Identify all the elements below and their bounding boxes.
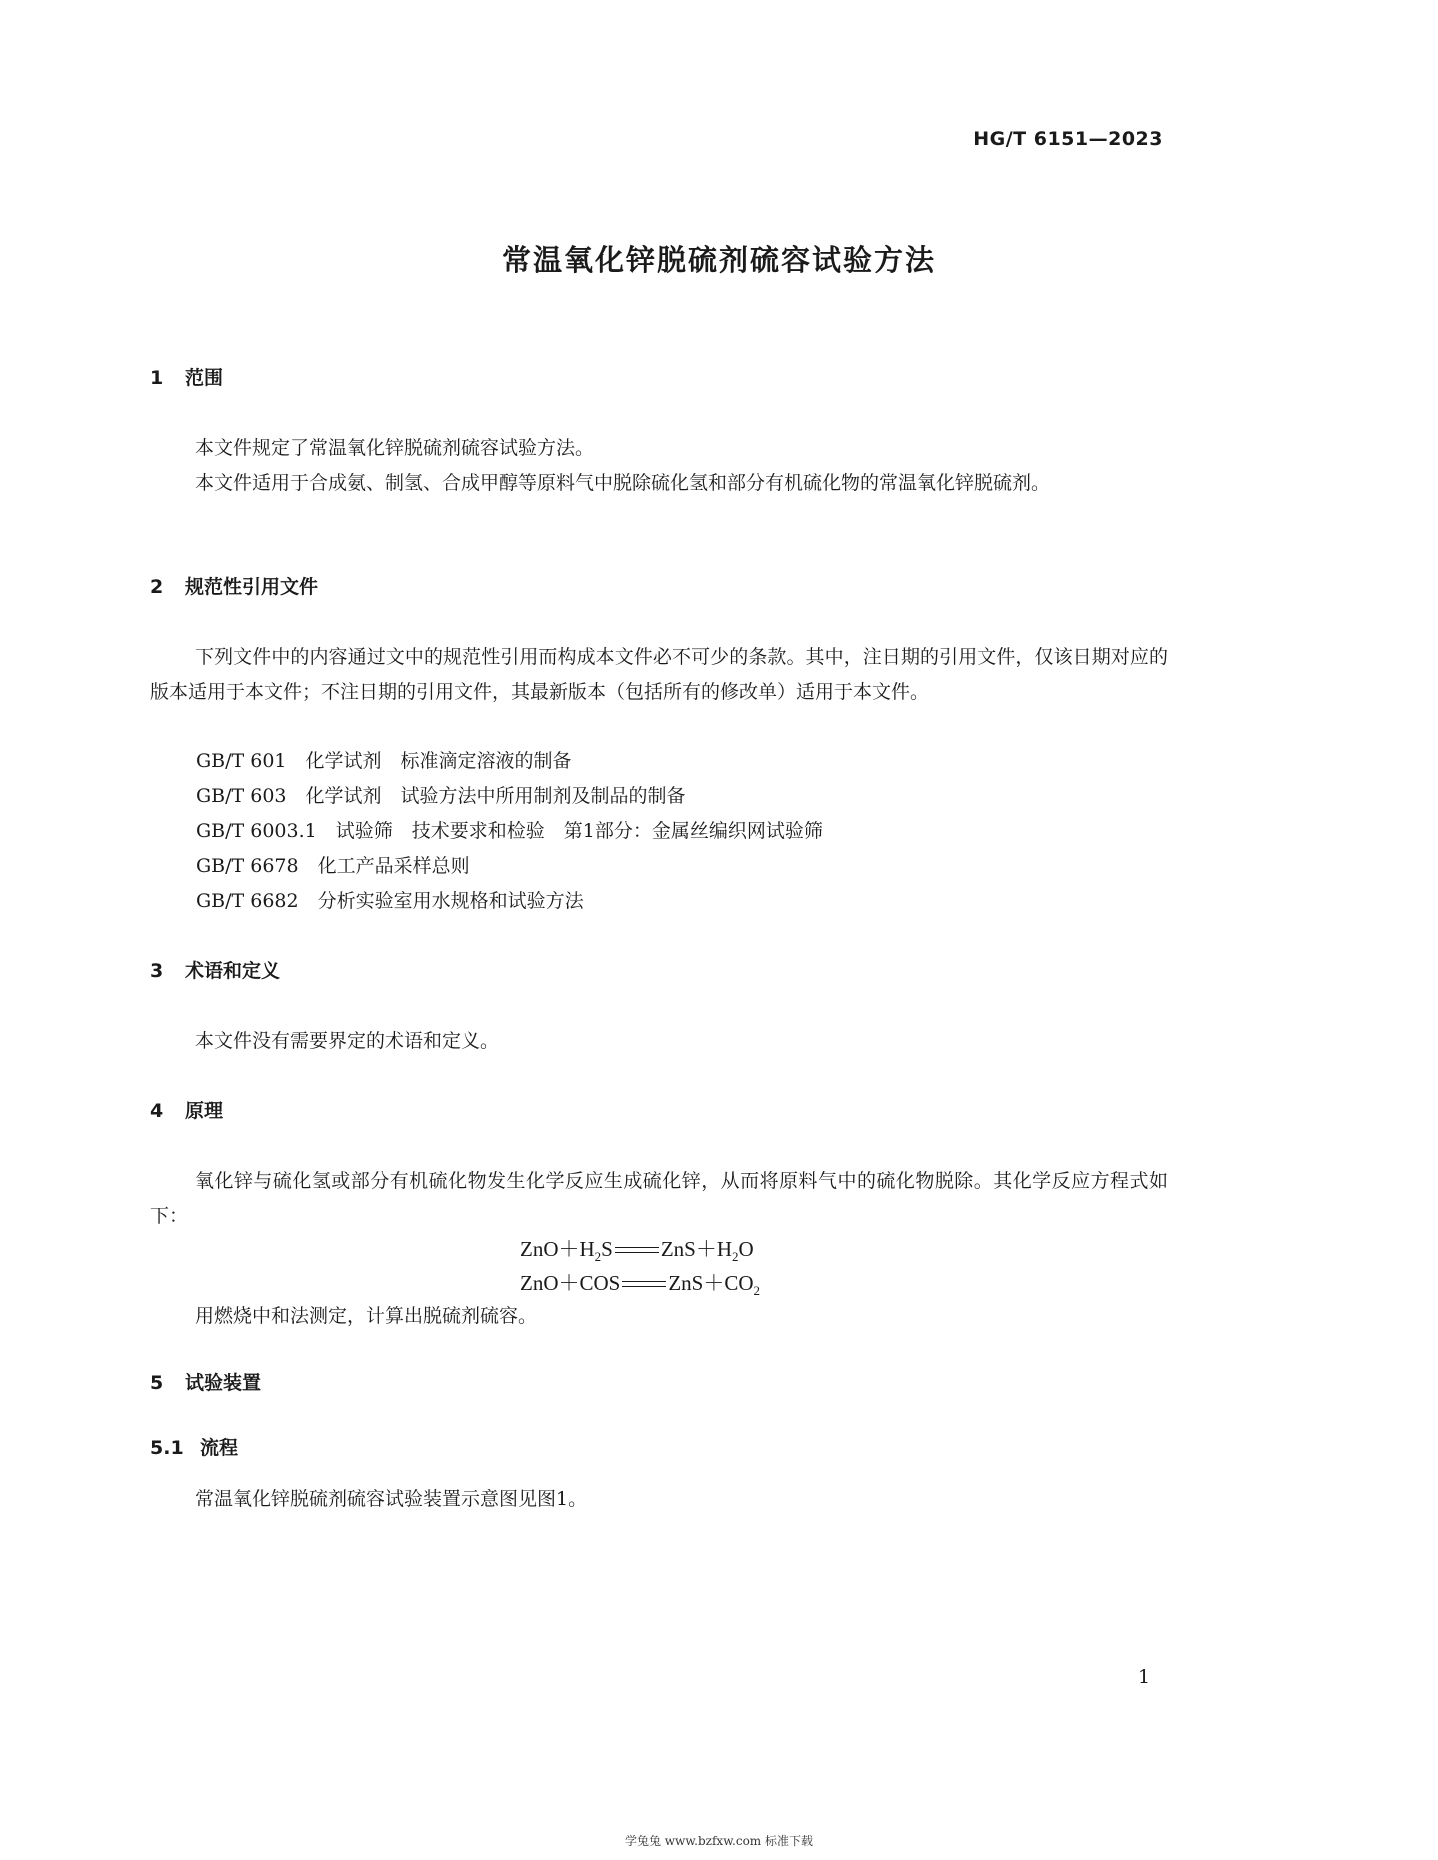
equation-rhs: ZnS＋CO <box>668 1271 754 1295</box>
equation-lhs: S <box>601 1237 613 1261</box>
section-4-paragraph: 氧化锌与硫化氢或部分有机硫化物发生化学反应生成硫化锌，从而将原料气中的硫化物脱除。其化学反应方程式如下： <box>150 1170 1168 1227</box>
equation-lhs: ZnO＋COS <box>520 1271 621 1295</box>
section-5-heading <box>150 1368 261 1395</box>
section-1-paragraph-1: 本文件规定了常温氧化锌脱硫剂硫容试验方法。 <box>195 437 595 459</box>
reference-code: GB/T 603 <box>196 785 287 807</box>
section-title: 规范性引用文件 <box>185 576 319 598</box>
section-number: 5 <box>150 1372 164 1394</box>
standard-number: HG/T 6151—2023 <box>973 128 1163 150</box>
subscript: 2 <box>753 1283 761 1299</box>
equation-rhs: ZnS＋H <box>660 1237 733 1261</box>
equation-rhs: O <box>738 1237 754 1261</box>
reference-title: 化工产品采样总则 <box>317 855 470 877</box>
reference-item <box>196 884 584 919</box>
section-number: 5.1 <box>150 1437 184 1459</box>
section-number: 3 <box>150 960 164 982</box>
section-title: 原理 <box>185 1100 224 1122</box>
reference-code: GB/T 601 <box>196 750 287 772</box>
reference-title: 分析实验室用水规格和试验方法 <box>317 890 584 912</box>
section-2-intro: 下列文件中的内容通过文中的规范性引用而构成本文件必不可少的条款。其中，注日期的引用文件，仅该日期对应的版本适用于本文件；不注日期的引用文件，其最新版本（包括所有的修改单）适用于本文件。 <box>150 646 1168 703</box>
reference-code: GB/T 6682 <box>196 890 299 912</box>
section-title: 试验装置 <box>185 1372 262 1394</box>
section-number: 4 <box>150 1100 164 1122</box>
page-number: 1 <box>1138 1666 1151 1688</box>
footer-watermark: 学兔兔 www.bzfxw.com 标准下载 <box>624 1834 814 1848</box>
reference-code: GB/T 6003.1 <box>196 820 317 842</box>
section-4-after-paragraph: 用燃烧中和法测定，计算出脱硫剂硫容。 <box>195 1305 538 1327</box>
section-1-paragraph-2: 本文件适用于合成氨、制氢、合成甲醇等原料气中脱除硫化氢和部分有机硫化物的常温氧化锌脱硫剂。 <box>195 472 1051 494</box>
equals-double-line-icon <box>622 1281 666 1287</box>
reference-code: GB/T 6678 <box>196 855 299 877</box>
section-title: 流程 <box>200 1437 239 1459</box>
equals-double-line-icon <box>615 1247 659 1253</box>
section-3-paragraph: 本文件没有需要界定的术语和定义。 <box>195 1030 500 1052</box>
section-title: 术语和定义 <box>185 960 281 982</box>
reference-title: 试验筛 技术要求和检验 第1部分：金属丝编织网试验筛 <box>335 820 823 842</box>
reference-item <box>196 779 686 814</box>
reference-title: 化学试剂 标准滴定溶液的制备 <box>305 750 572 772</box>
section-4-heading <box>150 1096 223 1123</box>
equation-lhs: ZnO＋H <box>520 1237 595 1261</box>
document-title: 常温氧化锌脱硫剂硫容试验方法 <box>501 243 936 277</box>
section-1-heading <box>150 363 223 390</box>
section-title: 范围 <box>185 367 224 389</box>
reference-item <box>196 814 823 849</box>
section-number: 2 <box>150 576 164 598</box>
subsection-5-1-heading <box>150 1433 238 1460</box>
section-number: 1 <box>150 367 164 389</box>
reference-item <box>196 849 470 884</box>
subscript: 2 <box>594 1249 602 1265</box>
section-3-heading <box>150 956 280 983</box>
reference-item <box>196 744 572 779</box>
subsection-5-1-paragraph: 常温氧化锌脱硫剂硫容试验装置示意图见图1。 <box>195 1488 588 1510</box>
subscript: 2 <box>732 1249 739 1265</box>
reference-title: 化学试剂 试验方法中所用制剂及制品的制备 <box>305 785 686 807</box>
section-2-heading <box>150 572 318 599</box>
